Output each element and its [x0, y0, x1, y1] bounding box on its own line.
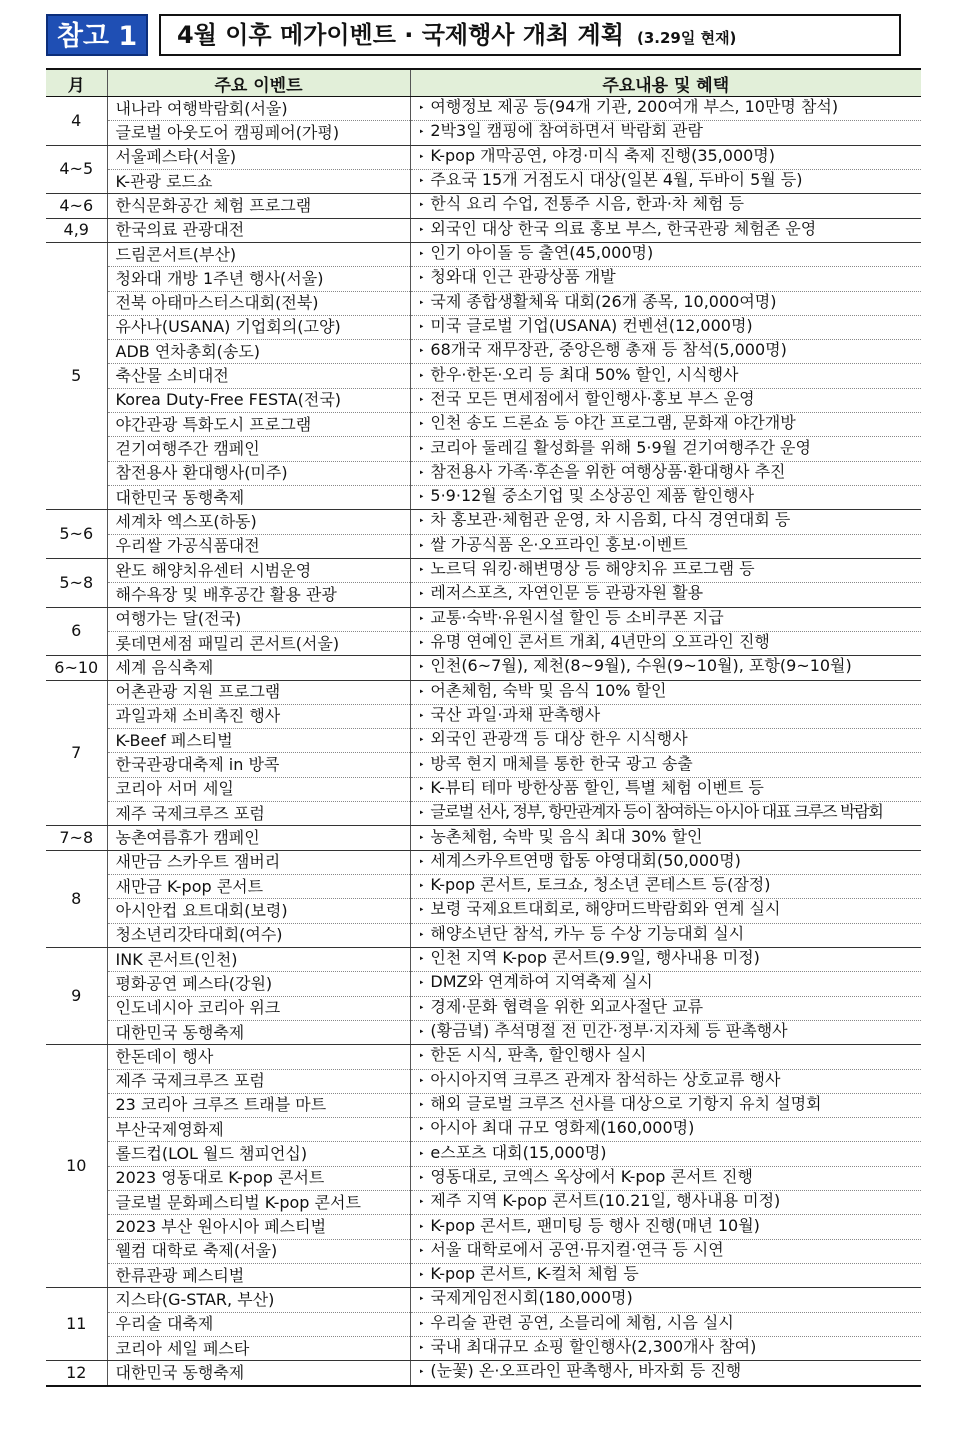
- detail-cell: [410, 169, 921, 193]
- bullet-icon: ‣: [418, 127, 425, 139]
- table-row: [46, 97, 921, 121]
- event-cell: 한국관광대축제 in 방콕: [107, 753, 410, 777]
- table-row: [46, 996, 921, 1020]
- event-cell: 대한민국 동행축제: [107, 1361, 410, 1386]
- event-cell: 평화공연 페스타(강원): [107, 972, 410, 996]
- detail-cell: [410, 996, 921, 1020]
- detail-text: 어촌체험, 숙박 및 음식 10% 할인: [430, 680, 667, 700]
- table-row: [46, 1118, 921, 1142]
- detail-text: 한돈 시식, 판촉, 할인행사 실시: [430, 1045, 647, 1065]
- table-row: [46, 1069, 921, 1093]
- detail-text: 방콕 현지 매체를 통한 한국 광고 송출: [430, 753, 693, 773]
- table-row: [46, 461, 921, 485]
- detail-cell: [410, 607, 921, 631]
- detail-text: 전국 모든 면세점에서 할인행사·홍보 부스 운영: [430, 388, 755, 408]
- event-cell: 새만금 스카우트 잼버리: [107, 850, 410, 874]
- detail-text: 청와대 인근 관광상품 개발: [430, 267, 616, 287]
- event-cell: 한국의료 관광대전: [107, 218, 410, 242]
- month-cell: 10: [46, 1045, 107, 1288]
- bullet-icon: ‣: [418, 176, 425, 188]
- table-row: [46, 656, 921, 680]
- event-cell: 한식문화공간 체험 프로그램: [107, 194, 410, 218]
- table-row: [46, 777, 921, 801]
- detail-text: 5·9·12월 중소기업 및 소상공인 제품 할인행사: [430, 486, 755, 506]
- detail-text: 인천(6~7월), 제천(8~9월), 수원(9~10월), 포항(9~10월): [430, 656, 852, 676]
- detail-text: 영동대로, 코엑스 옥상에서 K-pop 콘서트 진행: [430, 1166, 753, 1186]
- bullet-icon: ‣: [418, 735, 425, 747]
- month-cell: 4~6: [46, 194, 107, 218]
- table-row: [46, 1215, 921, 1239]
- detail-cell: [410, 1142, 921, 1166]
- detail-text: e스포츠 대회(15,000명): [430, 1142, 607, 1162]
- detail-text: 국산 과일·과채 판촉행사: [430, 704, 601, 724]
- detail-cell: [410, 826, 921, 850]
- month-cell: 5~8: [46, 558, 107, 607]
- detail-cell: [410, 802, 921, 826]
- table-row: [46, 1093, 921, 1117]
- event-cell: 롯데면세점 패밀리 콘서트(서울): [107, 631, 410, 655]
- bullet-icon: ‣: [418, 1343, 425, 1355]
- bullet-icon: ‣: [418, 686, 425, 698]
- month-cell: 4~5: [46, 145, 107, 194]
- detail-cell: [410, 1215, 921, 1239]
- table-body: [46, 97, 921, 1386]
- detail-text: 외국인 관광객 등 대상 한우 시식행사: [430, 729, 688, 749]
- detail-cell: [410, 364, 921, 388]
- detail-cell: [410, 194, 921, 218]
- bullet-icon: ‣: [418, 1294, 425, 1306]
- detail-cell: [410, 1020, 921, 1044]
- detail-text: 해외 글로벌 크루즈 선사를 대상으로 기항지 유치 설명회: [430, 1093, 822, 1113]
- event-cell: 한류관광 페스티벌: [107, 1264, 410, 1288]
- table-row: [46, 558, 921, 582]
- detail-cell: [410, 218, 921, 242]
- event-cell: 야간관광 특화도시 프로그램: [107, 413, 410, 437]
- event-cell: 새만금 K-pop 콘서트: [107, 875, 410, 899]
- bullet-icon: ‣: [418, 613, 425, 625]
- bullet-icon: ‣: [418, 1245, 425, 1257]
- event-column-header: 주요 이벤트: [107, 69, 410, 97]
- table-row: [46, 218, 921, 242]
- detail-text: 68개국 재무장관, 중앙은행 총재 등 참석(5,000명): [430, 340, 787, 360]
- bullet-icon: ‣: [418, 1270, 425, 1282]
- month-cell: 7: [46, 680, 107, 826]
- detail-text: 인기 아이돌 등 출연(45,000명): [430, 243, 654, 263]
- detail-cell: [410, 97, 921, 121]
- bullet-icon: ‣: [418, 783, 425, 795]
- detail-text: 2박3일 캠핑에 참여하면서 박람회 관람: [430, 121, 703, 141]
- event-cell: 참전용사 환대행사(미주): [107, 461, 410, 485]
- month-cell: 9: [46, 947, 107, 1044]
- detail-cell: [410, 1118, 921, 1142]
- detail-cell: [410, 145, 921, 169]
- event-cell: 세계차 엑스포(하동): [107, 510, 410, 534]
- detail-cell: [410, 291, 921, 315]
- bullet-icon: ‣: [418, 589, 425, 601]
- event-cell: 축산물 소비대전: [107, 364, 410, 388]
- detail-text: K-pop 개막공연, 야경·미식 축제 진행(35,000명): [430, 145, 776, 165]
- detail-text: 여행정보 제공 등(94개 기관, 200여개 부스, 10만명 참석): [430, 97, 839, 117]
- detail-cell: [410, 1336, 921, 1360]
- table-row: [46, 729, 921, 753]
- detail-text: 제주 지역 K-pop 콘서트(10.21일, 행사내용 미정): [430, 1191, 781, 1211]
- detail-text: 경제·문화 협력을 위한 외교사절단 교류: [430, 996, 704, 1016]
- detail-text: 농촌체험, 숙박 및 음식 최대 30% 할인: [430, 826, 703, 846]
- table-row: [46, 1142, 921, 1166]
- table-row: [46, 972, 921, 996]
- event-cell: INK 콘서트(인천): [107, 947, 410, 971]
- detail-text: 국내 최대규모 쇼핑 할인행사(2,300개사 참여): [430, 1337, 757, 1357]
- table-header-row: [46, 69, 921, 97]
- reference-badge: 참고 1: [46, 14, 148, 56]
- table-row: [46, 145, 921, 169]
- table-row: [46, 1166, 921, 1190]
- bullet-icon: ‣: [418, 1027, 425, 1039]
- detail-cell: [410, 461, 921, 485]
- event-cell: 청소년리갓타대회(여수): [107, 923, 410, 947]
- table-row: [46, 850, 921, 874]
- detail-cell: [410, 1288, 921, 1312]
- event-cell: Korea Duty-Free FESTA(전국): [107, 388, 410, 412]
- detail-text: K-pop 콘서트, K-컬처 체험 등: [430, 1264, 639, 1284]
- table-row: [46, 680, 921, 704]
- bullet-icon: ‣: [418, 443, 425, 455]
- event-cell: ADB 연차총회(송도): [107, 340, 410, 364]
- detail-cell: [410, 558, 921, 582]
- detail-cell: [410, 850, 921, 874]
- detail-text: 레저스포츠, 자연인문 등 관광자원 활용: [430, 583, 704, 603]
- table-row: [46, 1045, 921, 1069]
- table-row: [46, 315, 921, 339]
- event-cell: 우리술 대축제: [107, 1312, 410, 1336]
- month-cell: 6: [46, 607, 107, 656]
- detail-text: 차 홍보관·체험관 운영, 차 시음회, 다식 경연대회 등: [430, 510, 791, 530]
- detail-text: 아시아지역 크루즈 관계자 참석하는 상호교류 행사: [430, 1069, 781, 1089]
- detail-text: 외국인 대상 한국 의료 홍보 부스, 한국관광 체험존 운영: [430, 218, 817, 238]
- month-column-header: 月: [46, 69, 107, 97]
- title-box: [159, 14, 901, 56]
- detail-text: 세계스카우트연맹 합동 야영대회(50,000명): [430, 850, 741, 870]
- bullet-icon: ‣: [418, 103, 425, 115]
- detail-cell: [410, 1361, 921, 1386]
- table-row: [46, 267, 921, 291]
- detail-column-header: 주요내용 및 혜택: [410, 69, 921, 97]
- bullet-icon: ‣: [418, 1318, 425, 1330]
- detail-cell: [410, 631, 921, 655]
- event-cell: 유사나(USANA) 기업회의(고양): [107, 315, 410, 339]
- event-cell: 글로벌 아웃도어 캠핑페어(가평): [107, 121, 410, 145]
- bullet-icon: ‣: [418, 249, 425, 261]
- bullet-icon: ‣: [418, 419, 425, 431]
- bullet-icon: ‣: [418, 346, 425, 358]
- bullet-icon: ‣: [418, 662, 425, 674]
- bullet-icon: ‣: [418, 832, 425, 844]
- event-cell: 우리쌀 가공식품대전: [107, 534, 410, 558]
- detail-cell: [410, 1166, 921, 1190]
- table-row: [46, 826, 921, 850]
- table-row: [46, 631, 921, 655]
- detail-cell: [410, 1191, 921, 1215]
- bullet-icon: ‣: [418, 1367, 425, 1379]
- bullet-icon: ‣: [418, 370, 425, 382]
- detail-cell: [410, 242, 921, 266]
- detail-cell: [410, 1239, 921, 1263]
- table-row: [46, 1239, 921, 1263]
- bullet-icon: ‣: [418, 881, 425, 893]
- bullet-icon: ‣: [418, 1124, 425, 1136]
- detail-text: 인천 송도 드론쇼 등 야간 프로그램, 문화재 야간개방: [430, 413, 796, 433]
- detail-text: 글로벌 선사, 정부, 항만관계자 등이 참여하는 아시아 대표 크루즈 박람회: [430, 802, 883, 822]
- table-row: [46, 607, 921, 631]
- event-cell: 드림콘서트(부산): [107, 242, 410, 266]
- table-row: [46, 583, 921, 607]
- month-cell: 8: [46, 850, 107, 947]
- detail-text: 유명 연예인 콘서트 개최, 4년만의 오프라인 진행: [430, 632, 770, 652]
- event-cell: 인도네시아 코리아 위크: [107, 996, 410, 1020]
- detail-text: 해양소년단 참석, 카누 등 수상 기능대회 실시: [430, 923, 745, 943]
- detail-text: K-pop 콘서트, 토크쇼, 청소년 콘테스트 등(잠정): [430, 875, 771, 895]
- detail-cell: [410, 388, 921, 412]
- detail-cell: [410, 753, 921, 777]
- detail-cell: [410, 947, 921, 971]
- event-cell: 세계 음식축제: [107, 656, 410, 680]
- event-cell: 23 코리아 크루즈 트래블 마트: [107, 1093, 410, 1117]
- bullet-icon: ‣: [418, 565, 425, 577]
- bullet-icon: ‣: [418, 808, 425, 820]
- event-cell: 과일과채 소비촉진 행사: [107, 704, 410, 728]
- table-row: [46, 510, 921, 534]
- table-row: [46, 753, 921, 777]
- event-cell: 2023 영동대로 K-pop 콘서트: [107, 1166, 410, 1190]
- bullet-icon: ‣: [418, 200, 425, 212]
- detail-text: 우리술 관련 공연, 소믈리에 체험, 시음 실시: [430, 1312, 734, 1332]
- detail-cell: [410, 729, 921, 753]
- event-cell: 코리아 세일 페스타: [107, 1336, 410, 1360]
- bullet-icon: ‣: [418, 759, 425, 771]
- detail-text: 보령 국제요트대회로, 해양머드박람회와 연계 실시: [430, 899, 781, 919]
- bullet-icon: ‣: [418, 1075, 425, 1087]
- event-cell: 웰컴 대학로 축제(서울): [107, 1239, 410, 1263]
- table-row: [46, 899, 921, 923]
- bullet-icon: ‣: [418, 1221, 425, 1233]
- detail-cell: [410, 437, 921, 461]
- table-row: [46, 1020, 921, 1044]
- event-cell: 청와대 개방 1주년 행사(서울): [107, 267, 410, 291]
- table-row: [46, 875, 921, 899]
- table-row: [46, 242, 921, 266]
- event-plan-table: [46, 68, 921, 1387]
- table-row: [46, 364, 921, 388]
- table-row: [46, 486, 921, 510]
- event-cell: 글로벌 문화페스티벌 K-pop 콘서트: [107, 1191, 410, 1215]
- bullet-icon: ‣: [418, 929, 425, 941]
- bullet-icon: ‣: [418, 273, 425, 285]
- detail-text: 한우·한돈·오리 등 최대 50% 할인, 시식행사: [430, 364, 739, 384]
- bullet-icon: ‣: [418, 516, 425, 528]
- detail-cell: [410, 899, 921, 923]
- detail-cell: [410, 340, 921, 364]
- table-row: [46, 340, 921, 364]
- detail-cell: [410, 972, 921, 996]
- event-cell: 농촌여름휴가 캠페인: [107, 826, 410, 850]
- bullet-icon: ‣: [418, 394, 425, 406]
- bullet-icon: ‣: [418, 492, 425, 504]
- table-row: [46, 1336, 921, 1360]
- month-cell: 11: [46, 1288, 107, 1361]
- detail-text: K-뷰티 테마 방한상품 할인, 특별 체험 이벤트 등: [430, 777, 764, 797]
- document-header: [46, 14, 901, 58]
- event-cell: 완도 해양치유센터 시범운영: [107, 558, 410, 582]
- detail-cell: [410, 875, 921, 899]
- bullet-icon: ‣: [418, 467, 425, 479]
- event-cell: 부산국제영화제: [107, 1118, 410, 1142]
- month-cell: 7~8: [46, 826, 107, 850]
- detail-text: 국제게임전시회(180,000명): [430, 1288, 633, 1308]
- event-cell: 대한민국 동행축제: [107, 486, 410, 510]
- event-cell: 아시안컵 요트대회(보령): [107, 899, 410, 923]
- detail-cell: [410, 1045, 921, 1069]
- table-row: [46, 1312, 921, 1336]
- table-row: [46, 413, 921, 437]
- event-cell: 2023 부산 원아시아 페스티벌: [107, 1215, 410, 1239]
- event-cell: 지스타(G-STAR, 부산): [107, 1288, 410, 1312]
- detail-cell: [410, 680, 921, 704]
- detail-text: 주요국 15개 거점도시 대상(일본 4월, 두바이 5월 등): [430, 170, 803, 190]
- detail-cell: [410, 1264, 921, 1288]
- month-cell: 12: [46, 1361, 107, 1386]
- bullet-icon: ‣: [418, 1002, 425, 1014]
- bullet-icon: ‣: [418, 1197, 425, 1209]
- detail-text: 아시아 최대 규모 영화제(160,000명): [430, 1118, 695, 1138]
- event-cell: 한돈데이 행사: [107, 1045, 410, 1069]
- event-cell: 여행가는 달(전국): [107, 607, 410, 631]
- table-row: [46, 121, 921, 145]
- bullet-icon: ‣: [418, 151, 425, 163]
- event-cell: 걷기여행주간 캠페인: [107, 437, 410, 461]
- month-cell: 5: [46, 242, 107, 509]
- table-row: [46, 704, 921, 728]
- detail-text: 노르딕 워킹·해변명상 등 해양치유 프로그램 등: [430, 559, 755, 579]
- month-cell: 5~6: [46, 510, 107, 559]
- table-row: [46, 802, 921, 826]
- bullet-icon: ‣: [418, 297, 425, 309]
- table-row: [46, 923, 921, 947]
- detail-text: 교통·숙박·유원시설 할인 등 소비쿠폰 지급: [430, 607, 724, 627]
- bullet-icon: ‣: [418, 1051, 425, 1063]
- event-cell: 해수욕장 및 배후공간 활용 관광: [107, 583, 410, 607]
- detail-cell: [410, 777, 921, 801]
- event-cell: 내나라 여행박람회(서울): [107, 97, 410, 121]
- month-cell: 4: [46, 97, 107, 146]
- event-cell: 서울페스타(서울): [107, 145, 410, 169]
- event-cell: 롤드컵(LOL 월드 챔피언십): [107, 1142, 410, 1166]
- month-cell: 6~10: [46, 656, 107, 680]
- document-title: 4월 이후 메가이벤트 · 국제행사 개최 계획: [177, 21, 624, 49]
- detail-text: 코리아 둘레길 활성화를 위해 5·9월 걷기여행주간 운영: [430, 437, 811, 457]
- detail-cell: [410, 656, 921, 680]
- detail-cell: [410, 704, 921, 728]
- bullet-icon: ‣: [418, 224, 425, 236]
- detail-cell: [410, 1093, 921, 1117]
- detail-cell: [410, 534, 921, 558]
- date-note: (3.29일 현재): [637, 29, 737, 47]
- detail-cell: [410, 510, 921, 534]
- detail-cell: [410, 121, 921, 145]
- table-row: [46, 1191, 921, 1215]
- detail-cell: [410, 267, 921, 291]
- detail-cell: [410, 1312, 921, 1336]
- bullet-icon: ‣: [418, 905, 425, 917]
- detail-cell: [410, 413, 921, 437]
- detail-cell: [410, 923, 921, 947]
- table-row: [46, 534, 921, 558]
- bullet-icon: ‣: [418, 540, 425, 552]
- event-cell: 코리아 서머 세일: [107, 777, 410, 801]
- detail-text: 국제 종합생활체육 대회(26개 종목, 10,000여명): [430, 291, 777, 311]
- table-row: [46, 291, 921, 315]
- bullet-icon: ‣: [418, 638, 425, 650]
- table-row: [46, 1288, 921, 1312]
- table-row: [46, 1361, 921, 1386]
- detail-text: 쌀 가공식품 온·오프라인 홍보·이벤트: [430, 534, 688, 554]
- bullet-icon: ‣: [418, 1172, 425, 1184]
- table-row: [46, 169, 921, 193]
- bullet-icon: ‣: [418, 978, 425, 990]
- detail-cell: [410, 315, 921, 339]
- detail-text: 서울 대학로에서 공연·뮤지컬·연극 등 시연: [430, 1239, 724, 1259]
- bullet-icon: ‣: [418, 856, 425, 868]
- month-cell: 4,9: [46, 218, 107, 242]
- detail-text: 인천 지역 K-pop 콘서트(9.9일, 행사내용 미정): [430, 948, 760, 968]
- detail-cell: [410, 583, 921, 607]
- event-cell: 어촌관광 지원 프로그램: [107, 680, 410, 704]
- table-row: [46, 194, 921, 218]
- table-row: [46, 947, 921, 971]
- bullet-icon: ‣: [418, 954, 425, 966]
- bullet-icon: ‣: [418, 1099, 425, 1111]
- detail-text: (황금녘) 추석명절 전 민간·정부·지자체 등 판촉행사: [430, 1021, 788, 1041]
- event-cell: 대한민국 동행축제: [107, 1020, 410, 1044]
- event-cell: K-관광 로드쇼: [107, 169, 410, 193]
- bullet-icon: ‣: [418, 321, 425, 333]
- table-row: [46, 388, 921, 412]
- detail-text: 참전용사 가족·후손을 위한 여행상품·환대행사 추진: [430, 461, 786, 481]
- table-row: [46, 437, 921, 461]
- event-cell: K-Beef 페스티벌: [107, 729, 410, 753]
- event-cell: 전북 아태마스터스대회(전북): [107, 291, 410, 315]
- bullet-icon: ‣: [418, 1148, 425, 1160]
- bullet-icon: ‣: [418, 710, 425, 722]
- detail-cell: [410, 486, 921, 510]
- detail-text: (눈꽃) 온·오프라인 판촉행사, 바자회 등 진행: [430, 1361, 742, 1381]
- event-cell: 제주 국제크루즈 포럼: [107, 1069, 410, 1093]
- event-cell: 제주 국제크루즈 포럼: [107, 802, 410, 826]
- detail-text: K-pop 콘서트, 팬미팅 등 행사 진행(매년 10월): [430, 1215, 760, 1235]
- detail-text: 한식 요리 수업, 전통주 시음, 한과·차 체험 등: [430, 194, 745, 214]
- detail-cell: [410, 1069, 921, 1093]
- detail-text: DMZ와 연계하여 지역축제 실시: [430, 972, 653, 992]
- detail-text: 미국 글로벌 기업(USANA) 컨벤션(12,000명): [430, 315, 753, 335]
- table-row: [46, 1264, 921, 1288]
